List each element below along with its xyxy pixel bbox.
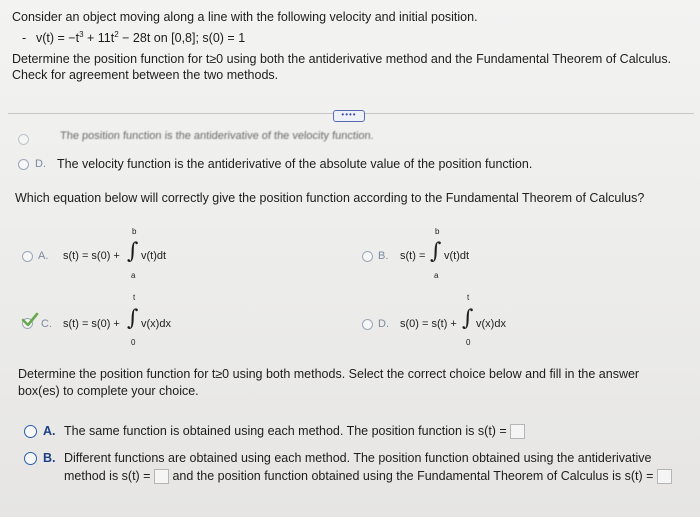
answer-box-b2[interactable]: [657, 469, 672, 484]
option-b-letter: B.: [378, 250, 389, 262]
final-b-line1: Different functions are obtained using each method. The position function obtained using the antiderivative: [64, 451, 652, 465]
radio-final-b[interactable]: [24, 452, 37, 465]
option-c-lower: 0: [131, 338, 136, 347]
option-a-lhs: s(t) = s(0) +: [63, 250, 120, 262]
checkmark-icon: [20, 312, 40, 328]
question2-prompt: Which equation below will correctly give the position function according to the Fundamental Theorem of Calculus?: [15, 191, 645, 205]
option-a-upper: b: [132, 227, 137, 236]
radio-final-a[interactable]: [24, 425, 37, 438]
answer-box-b1[interactable]: [154, 469, 169, 484]
answer-box-a[interactable]: [510, 424, 525, 439]
radio-option-d[interactable]: [362, 319, 373, 330]
problem-intro: Consider an object moving along a line with the following velocity and initial position.: [12, 10, 478, 24]
radio-option-b[interactable]: [362, 251, 373, 262]
option-c-letter: C.: [41, 318, 52, 330]
task-line-2: Check for agreement between the two methods.: [12, 68, 279, 82]
radio-prev-c[interactable]: [18, 134, 29, 145]
final-a-letter: A.: [43, 424, 56, 438]
option-b-lhs: s(t) =: [400, 250, 426, 262]
question3-prompt: Determine the position function for t≥0 using both methods. Select the correct choice below and fill in the answer: [18, 367, 640, 381]
velocity-formula: $v(t) = -t^3 + 11t^2 - 28t$ on [0,8]; s(0) = 1: [36, 29, 246, 45]
prev-choice-partial: The position function is the antiderivative of the velocity function.: [59, 130, 375, 142]
option-c-upper: t: [133, 293, 136, 302]
bullet: -: [22, 31, 27, 45]
task-line: Determine the position function for t≥0 using both the antiderivative method and the Fundamental Theorem of Calculus.: [12, 52, 672, 66]
question3-prompt-2: box(es) to complete your choice.: [18, 384, 199, 398]
integral-sign-c: ∫: [127, 306, 139, 331]
option-b-integrand: v(t)dt: [444, 250, 470, 262]
option-d-integrand: v(x)dx: [476, 318, 506, 330]
option-a-lower: a: [131, 271, 136, 280]
option-d-lower: 0: [466, 338, 471, 347]
integral-sign-b: ∫: [430, 239, 442, 264]
radio-option-a[interactable]: [22, 251, 33, 262]
option-d-lhs: s(0) = s(t) +: [400, 318, 457, 330]
option-b-upper: b: [435, 227, 440, 236]
expand-more-button[interactable]: ••••: [333, 110, 365, 122]
option-c-lhs: s(t) = s(0) +: [63, 318, 120, 330]
option-a-integrand: v(t)dt: [141, 250, 167, 262]
option-d-letter: D.: [378, 318, 389, 330]
final-b-letter: B.: [43, 451, 56, 465]
radio-prev-d[interactable]: [18, 159, 29, 170]
final-a-text: The same function is obtained using each method. The position function is s(t) =: [64, 424, 525, 439]
option-c-integrand: v(x)dx: [141, 318, 171, 330]
prev-choice-d-letter: D.: [35, 158, 46, 170]
option-d-upper: t: [467, 293, 470, 302]
integral-sign-a: ∫: [127, 239, 139, 264]
prev-choice-d-text: The velocity function is the antiderivative of the absolute value of the position function.: [57, 157, 533, 171]
final-b-line2: method is s(t) = and the position function obtained using the Fundamental Theorem of Calculus is s(t) =: [64, 469, 672, 484]
option-a-letter: A.: [38, 250, 49, 262]
integral-sign-d: ∫: [462, 306, 474, 331]
option-b-lower: a: [434, 271, 439, 280]
